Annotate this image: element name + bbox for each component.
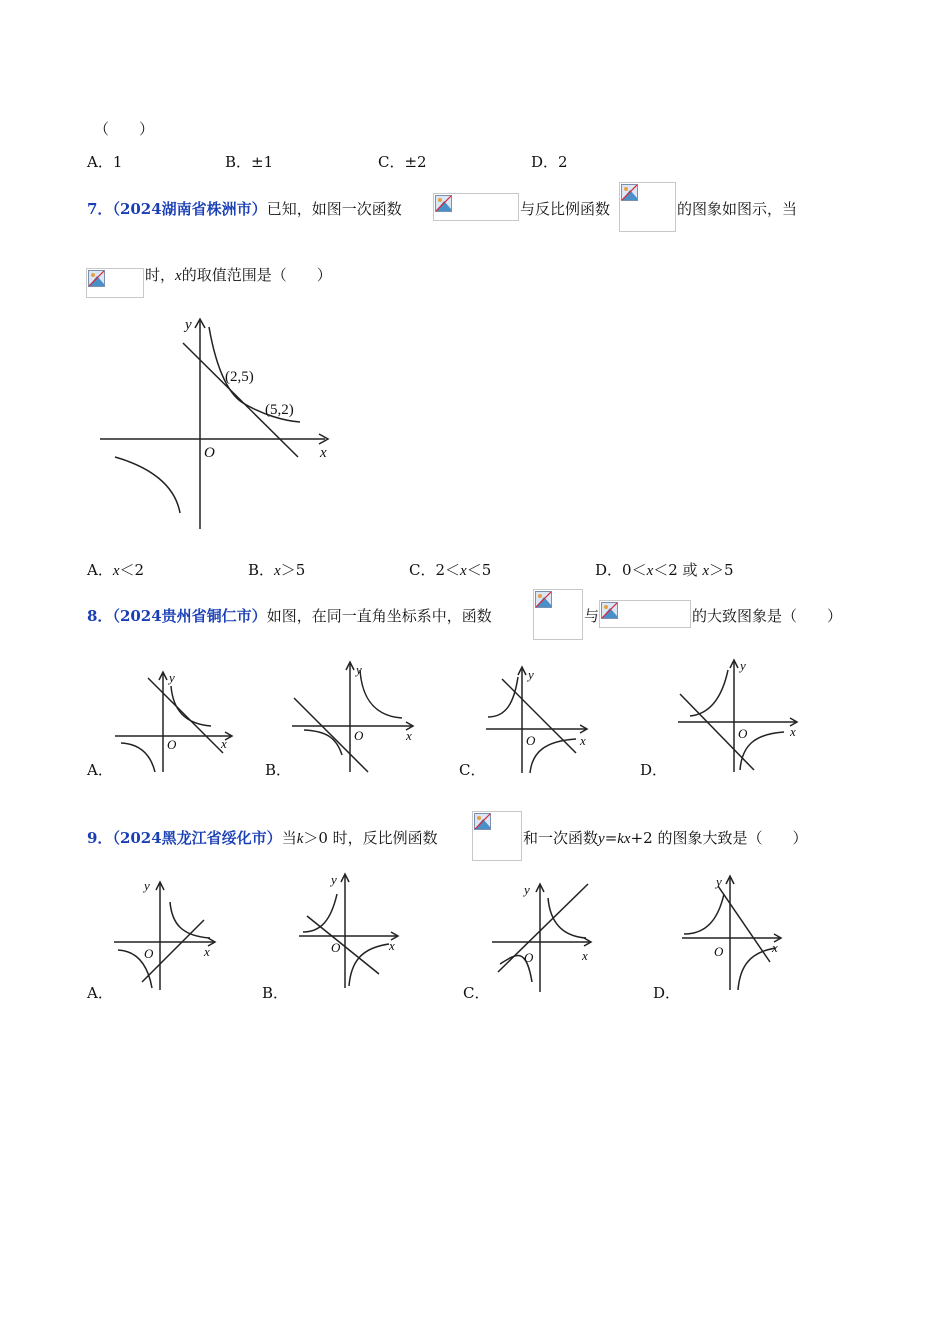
origin-label: O [204,445,215,461]
formula-image-linear [433,193,519,221]
question-source: （2024湖南省株洲市） [112,200,267,218]
q8-option-a-label[interactable]: A． [87,761,113,779]
broken-image-icon [535,591,552,608]
option-b[interactable]: B．x＞5 [248,561,306,579]
q8-option-a-graph[interactable] [113,668,238,776]
question-text: 与反比例函数 [520,200,611,218]
q9-option-a-label[interactable]: A． [87,984,113,1002]
q8-option-b-graph[interactable] [290,660,420,776]
q8-option-d-graph[interactable] [676,658,806,776]
question-7-line2: 时，x的取值范围是（ ） [145,266,332,284]
option-b[interactable]: B．±1 [225,153,274,171]
svg-text:O: O [738,726,748,741]
svg-text:y: y [740,658,746,673]
broken-image-icon [474,813,491,830]
point-label-5-2: (5,2) [265,402,294,418]
broken-image-icon [621,184,638,201]
svg-text:y: y [524,882,530,897]
hyperbola-branch-lower [115,457,180,513]
svg-text:x: x [582,948,588,963]
formula-image-inverse [533,589,583,640]
svg-text:O: O [167,737,177,752]
question-text: 如图，在同一直角坐标系中，函数 [266,607,492,625]
svg-text:O: O [524,950,534,965]
option-a[interactable]: A．x＜2 [87,561,145,579]
q8-option-d-label[interactable]: D． [640,761,668,779]
formula-image-condition [86,268,144,298]
q9-option-c-graph[interactable] [490,880,600,994]
answer-paren: （ ） [94,120,155,138]
question-7-line1 [87,198,402,219]
svg-text:y: y [528,667,534,682]
formula-image-inverse [619,182,676,232]
option-a[interactable]: A．1 [87,153,123,171]
question-source: （2024黑龙江省绥化市） [112,829,282,847]
q8-option-c-label[interactable]: C． [459,761,486,779]
svg-text:x: x [389,938,395,953]
option-d[interactable]: D．0＜x＜2 或 x＞5 [595,561,734,579]
question-number: 8． [87,607,113,625]
q9-option-b-graph[interactable] [297,870,407,992]
svg-text:O: O [144,946,154,961]
q7-graph [95,315,340,535]
q9-option-d-graph[interactable] [680,872,790,992]
svg-text:x: x [406,728,412,743]
formula-image-inverse [472,811,522,861]
option-c[interactable]: C．2＜x＜5 [409,561,492,579]
svg-text:O: O [354,728,364,743]
svg-text:y: y [169,670,175,685]
q9-option-a-graph[interactable] [112,876,222,992]
broken-image-icon [88,270,105,287]
formula-image-linear [599,600,691,628]
y-axis-label: y [185,317,192,333]
svg-text:y: y [716,874,722,889]
svg-text:O: O [714,944,724,959]
svg-text:x: x [221,736,227,751]
broken-image-icon [435,195,452,212]
svg-text:x: x [772,940,778,955]
question-text: 与 [584,607,600,625]
question-9-line1-rest: 和一次函数y=kx+2 的图象大致是（ ） [523,829,808,847]
option-d[interactable]: D．2 [531,153,568,171]
question-source: （2024贵州省铜仁市） [112,607,267,625]
svg-text:O: O [331,940,341,955]
svg-text:y: y [144,878,150,893]
svg-text:x: x [204,944,210,959]
question-9-line1: 9．（2024黑龙江省绥化市）当k＞0 时，反比例函数 [87,829,438,847]
question-text: 的大致图象是（ ） [692,607,843,625]
svg-text:y: y [331,872,337,887]
svg-text:x: x [580,733,586,748]
q9-option-c-label[interactable]: C． [463,984,490,1002]
q8-option-c-graph[interactable] [484,663,594,776]
svg-text:x: x [790,724,796,739]
q9-option-d-label[interactable]: D． [653,984,681,1002]
question-number: 7． [87,200,113,218]
question-text: 的图象如图示，当 [677,200,798,218]
question-8-line1 [87,605,492,626]
q9-option-b-label[interactable]: B． [262,984,289,1002]
x-axis-label: x [320,445,327,461]
svg-text:y: y [356,662,362,677]
question-text: 已知，如图一次函数 [266,200,402,218]
point-label-2-5: (2,5) [225,369,254,385]
question-number: 9． [87,829,113,847]
broken-image-icon [601,602,618,619]
svg-text:O: O [526,733,536,748]
option-c[interactable]: C．±2 [378,153,427,171]
q8-option-b-label[interactable]: B． [265,761,292,779]
